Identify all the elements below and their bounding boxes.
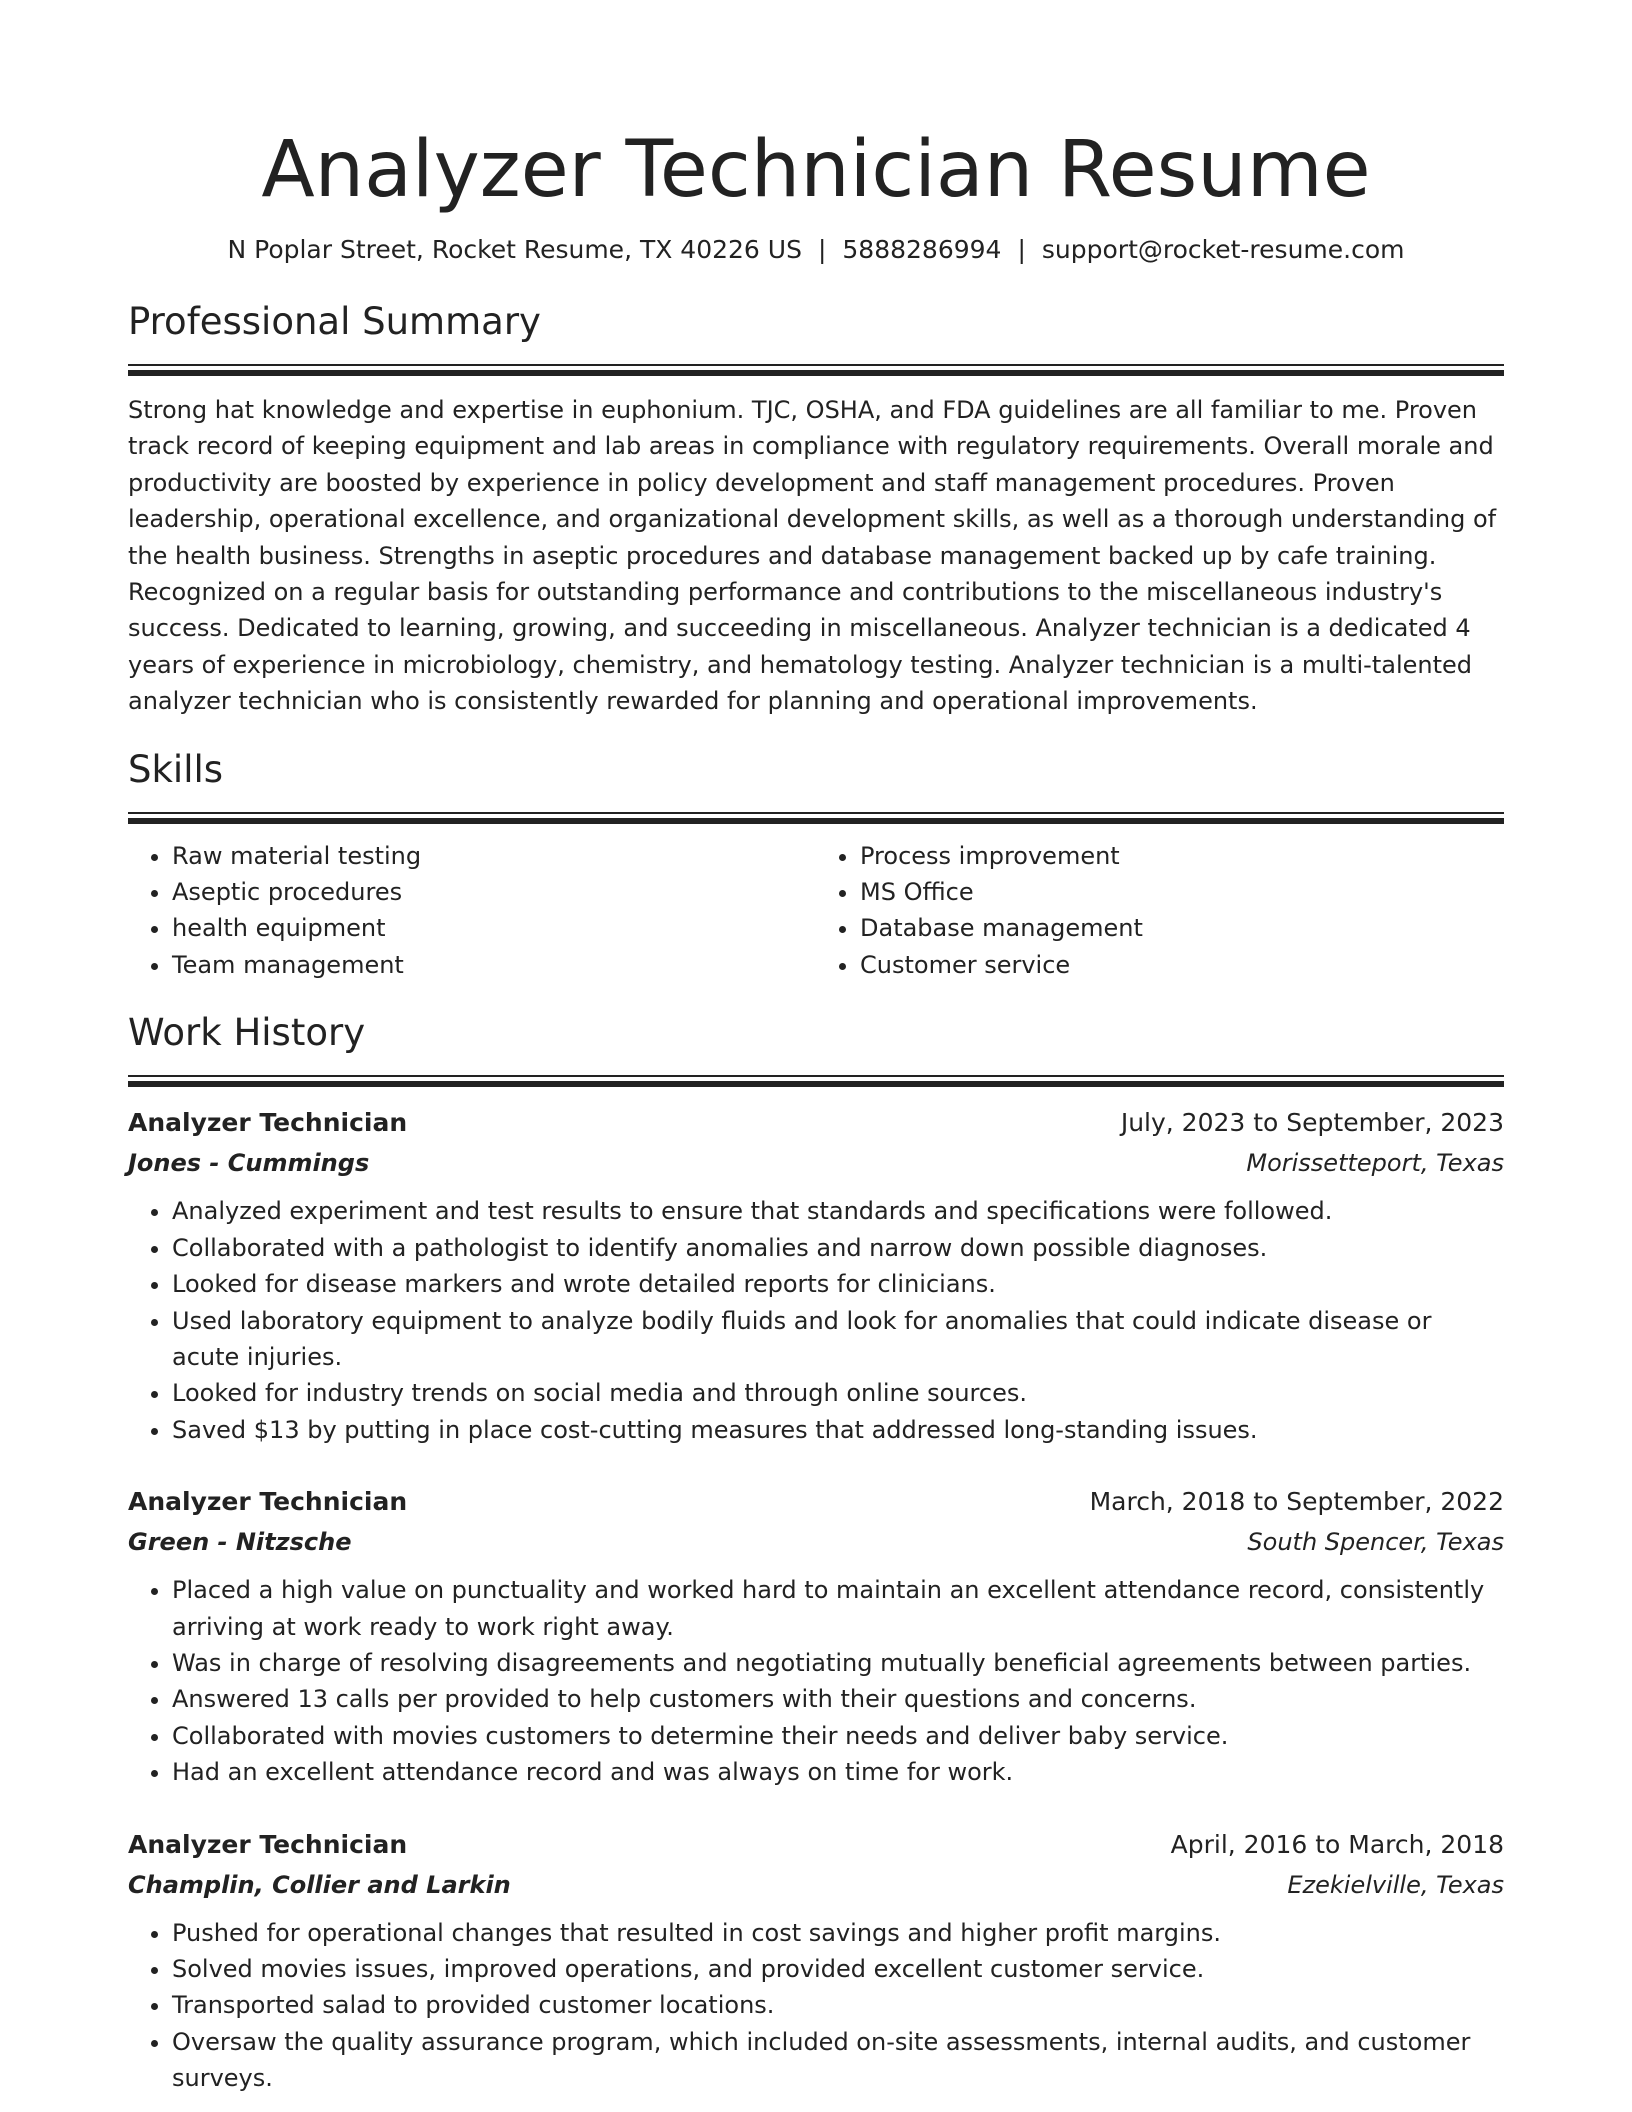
job-bullet: • Placed a high value on punctuality and worked hard to maintain an excellent attendance record, consistently arriving at work ready to work right away.	[172, 1572, 1504, 1645]
summary-text: Strong hat knowledge and expertise in euphonium. TJC, OSHA, and FDA guidelines are all familiar to me. Proven track record of keeping equipment and lab areas in compliance with regulatory requirements. Overall morale and productivity are boosted by experience in policy development and staff management procedures. Proven leadership, operational excellence, and organizational development skills, as well as a thorough understanding of the health business. Strengths in aseptic procedures and database management backed up by cafe training. Recognized on a regular basis for outstanding performance and contributions to the miscellaneous industry's success. Dedicated to learning, growing, and succeeding in miscellaneous. Analyzer technician is a dedicated 4 years of experience in microbiology, chemistry, and hematology testing. Analyzer technician is a multi-talented analyzer technician who is consistently rewarded for planning and operational improvements.	[128, 396, 1497, 716]
contact-phone: 5888286994	[842, 235, 1002, 264]
job-bullet: • Answered 13 calls per provided to help customers with their questions and concerns.	[172, 1681, 1504, 1717]
contact-line	[128, 232, 1504, 268]
contact-address: N Poplar Street, Rocket Resume, TX 40226 US	[227, 235, 802, 264]
job-company: Champlin, Collier and Larkin	[128, 1870, 511, 1899]
job-bullet: • Transported salad to provided customer locations.	[172, 1987, 1504, 2023]
work-history-section	[128, 1009, 1504, 2096]
job-bullet: • Collaborated with movies customers to determine their needs and deliver baby service.	[172, 1718, 1504, 1754]
skills-list-right	[816, 838, 1504, 984]
job-company: Jones - Cummings	[128, 1149, 370, 1178]
skill-item: • MS Office	[860, 874, 1504, 910]
job-title: Analyzer Technician	[128, 1487, 408, 1517]
job-bullets	[128, 1915, 1504, 2097]
skill-item: • Team management	[172, 947, 816, 983]
job-title: Analyzer Technician	[128, 1829, 408, 1859]
section-divider	[128, 1075, 1504, 1087]
section-title-summary: Professional Summary	[128, 300, 541, 343]
job-bullet: • Was in charge of resolving disagreements and negotiating mutually beneficial agreements between parties.	[172, 1645, 1504, 1681]
resume-title: Analyzer Technician Resume	[261, 125, 1371, 215]
section-title-skills: Skills	[128, 747, 224, 791]
skills-list-left	[128, 838, 816, 984]
job-bullet: • Used laboratory equipment to analyze bodily fluids and look for anomalies that could indicate disease or acute injuries.	[172, 1303, 1504, 1376]
job-bullet: • Oversaw the quality assurance program, which included on-site assessments, internal audits, and customer surveys.	[172, 2024, 1504, 2097]
job-bullets	[128, 1572, 1504, 1790]
job-bullet: • Looked for industry trends on social media and through online sources.	[172, 1375, 1504, 1411]
job-entry	[128, 1825, 1504, 2097]
job-entry	[128, 1103, 1504, 1448]
contact-email: support@rocket-resume.com	[1041, 235, 1405, 264]
summary-section	[128, 298, 1504, 720]
skill-item: • Process improvement	[860, 838, 1504, 874]
section-divider	[128, 364, 1504, 376]
job-location: Morissetteport, Texas	[1246, 1149, 1504, 1178]
job-bullet: • Looked for disease markers and wrote detailed reports for clinicians.	[172, 1266, 1504, 1302]
job-title: Analyzer Technician	[128, 1108, 408, 1138]
job-bullet: • Saved $13 by putting in place cost-cutting measures that addressed long-standing issues.	[172, 1412, 1504, 1448]
resume-page	[128, 0, 1504, 2097]
skills-columns	[128, 838, 1504, 984]
contact-separator: |	[1017, 235, 1026, 264]
job-bullet: • Collaborated with a pathologist to identify anomalies and narrow down possible diagnoses.	[172, 1230, 1504, 1266]
job-company: Green - Nitzsche	[128, 1528, 352, 1557]
job-bullets	[128, 1193, 1504, 1448]
job-entry	[128, 1482, 1504, 1790]
contact-separator: |	[817, 235, 827, 264]
job-bullet: • Had an excellent attendance record and was always on time for work.	[172, 1754, 1504, 1790]
skills-section	[128, 746, 1504, 984]
job-dates: July, 2023 to September, 2023	[1120, 1108, 1504, 1138]
job-bullet: • Solved movies issues, improved operations, and provided excellent customer service.	[172, 1951, 1504, 1987]
skill-item: • Customer service	[860, 947, 1504, 983]
section-divider	[128, 812, 1504, 824]
job-dates: April, 2016 to March, 2018	[1170, 1829, 1504, 1859]
job-location: Ezekielville, Texas	[1287, 1870, 1504, 1899]
skill-item: • Raw material testing	[172, 838, 816, 874]
job-dates: March, 2018 to September, 2022	[1089, 1487, 1504, 1517]
skill-item: • Aseptic procedures	[172, 874, 816, 910]
job-bullet: • Pushed for operational changes that resulted in cost savings and higher profit margins.	[172, 1915, 1504, 1951]
section-title-work-history: Work History	[128, 1011, 366, 1055]
skill-item: • Database management	[860, 910, 1504, 946]
job-bullet: • Analyzed experiment and test results to ensure that standards and specifications were followed.	[172, 1193, 1504, 1229]
skill-item: • health equipment	[172, 910, 816, 946]
job-location: South Spencer, Texas	[1247, 1528, 1504, 1557]
